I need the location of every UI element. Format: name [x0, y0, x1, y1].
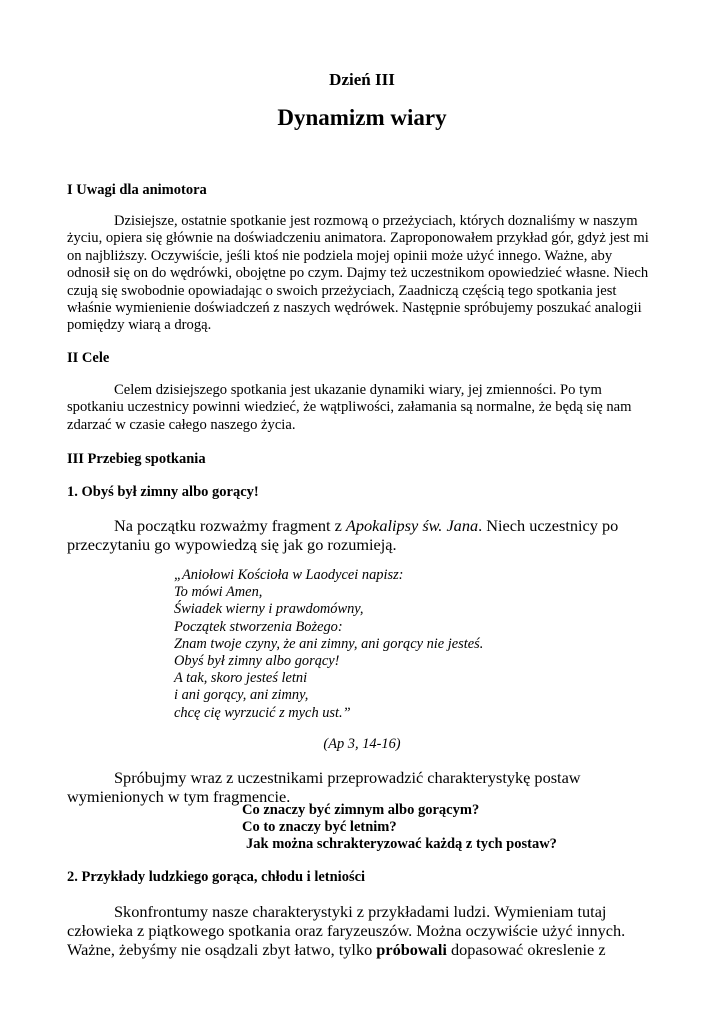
- quote-line: chcę cię wyrzucić z mych ust.”: [174, 704, 351, 721]
- goals-paragraph: [67, 382, 667, 434]
- paragraph-line: czują się swobodnie opowiadając o swoich przeżyciach, Zaadniczą częścią tego spotkania jest: [67, 282, 617, 299]
- paragraph-line: Spróbujmy wraz z uczestnikami przeprowadzić charakterystykę postaw: [114, 768, 581, 787]
- scripture-reference: (Ap 3, 14-16): [323, 736, 401, 752]
- paragraph-line: Ważne, żebyśmy nie osądzali zbyt łatwo, tylko próbowali dopasować okreslenie z: [67, 940, 606, 959]
- paragraph-line: wymienionych w tym fragmencie.: [67, 787, 291, 806]
- section-heading-course: III Przebieg spotkania: [67, 451, 206, 467]
- notes-paragraph: [67, 213, 667, 335]
- scripture-quote: [174, 567, 483, 722]
- page-title: Dynamizm wiary: [277, 105, 447, 130]
- subsection-heading-cold-hot: 1. Obyś był zimny albo gorący!: [67, 484, 259, 500]
- paragraph-line: odnosił się on do wędrówki, obojętne po czym. Dajmy też uczestnikom opowiedzieć własne. Niech: [67, 265, 649, 282]
- subsection-heading-examples: 2. Przykłady ludzkiego gorąca, chłodu i letniości: [67, 869, 366, 885]
- question-item: Co znaczy być zimnym albo gorącym?: [242, 802, 480, 818]
- paragraph-line: pomiędzy wiarą a drogą.: [67, 317, 212, 334]
- quote-line: „Aniołowi Kościoła w Laodycei napisz:: [174, 567, 404, 583]
- question-item: Co to znaczy być letnim?: [242, 819, 397, 835]
- book-title: Apokalipsy św. Jana: [345, 516, 479, 535]
- paragraph-line: przeczytaniu go wypowiedzą się jak go rozumieją.: [67, 535, 397, 554]
- quote-line: Początek stworzenia Bożego:: [174, 618, 343, 635]
- paragraph-line: Dzisiejsze, ostatnie spotkanie jest rozmową o przeżyciach, których doznaliśmy w naszym: [114, 213, 638, 229]
- after-quote-paragraph: [67, 768, 667, 806]
- question-item: Jak można schrakteryzować każdą z tych postaw?: [246, 836, 557, 852]
- paragraph-line: Skonfrontumy nasze charakterystyki z przykładami ludzi. Wymieniam tutaj: [114, 902, 607, 921]
- day-heading: Dzień III: [329, 70, 395, 89]
- paragraph-line: właśnie wymienienie doświadczeń z naszych wędrówek. Następnie spróbujemy poszukać analogii: [67, 300, 642, 317]
- quote-line: To mówi Amen,: [174, 584, 263, 601]
- examples-paragraph: [67, 902, 667, 959]
- paragraph-line: życiu, opiera się głównie na doświadczeniu animatora. Zaproponowałem przykład gór, gdyż jest mi: [67, 230, 649, 247]
- paragraph-line: człowieka z piątkowego spotkania oraz faryzeuszów. Można oczywiście użyć innych.: [67, 921, 626, 940]
- paragraph-line: on najbliższy. Oczywiście, jeśli ktoś nie podziela mojej opinii może użyć innego. Ważne, aby: [67, 247, 613, 264]
- quote-line: Świadek wierny i prawdomówny,: [174, 601, 364, 618]
- paragraph-line: Na początku rozważmy fragment z Apokalipsy św. Jana. Niech uczestnicy po: [114, 516, 619, 535]
- section-heading-goals: II Cele: [67, 350, 110, 366]
- section-heading-notes: I Uwagi dla animotora: [67, 182, 207, 198]
- intro-paragraph: [67, 516, 667, 554]
- quote-line: A tak, skoro jesteś letni: [174, 670, 308, 687]
- quote-line: Znam twoje czyny, że ani zimny, ani gorący nie jesteś.: [174, 635, 484, 652]
- paragraph-line: Celem dzisiejszego spotkania jest ukazanie dynamiki wiary, jej zmienności. Po tym: [114, 382, 602, 398]
- quote-line: i ani gorący, ani zimny,: [174, 687, 309, 704]
- emphasis-word: próbowali: [376, 940, 447, 959]
- paragraph-line: zdarzać w czasie całego naszego życia.: [67, 416, 296, 433]
- paragraph-line: spotkaniu uczestnicy powinni wiedzieć, że wątpliwości, załamania są normalne, że będą się nam: [67, 399, 632, 416]
- quote-line: Obyś był zimny albo gorący!: [174, 653, 340, 670]
